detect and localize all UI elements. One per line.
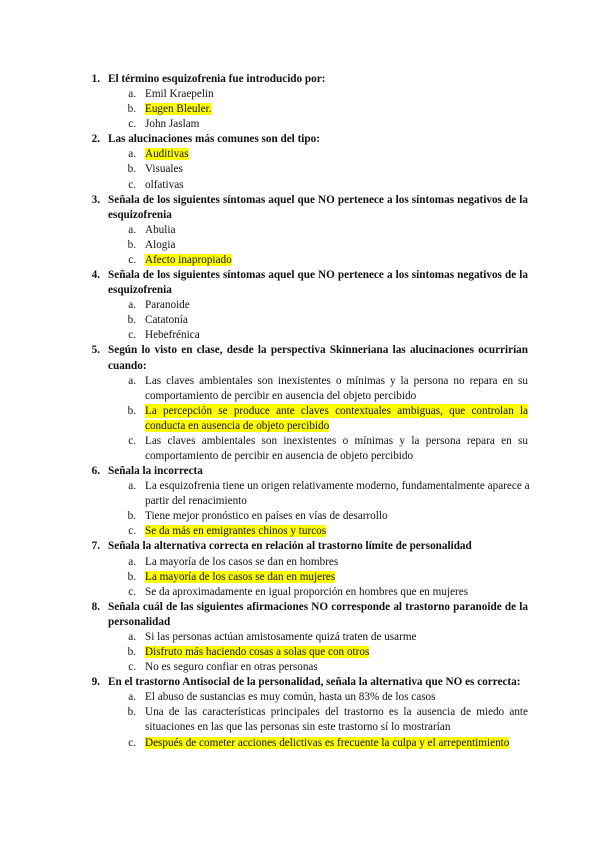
answer-text: La esquizofrenia tiene un origen relativamente moderno, fundamentalmente aparece a	[145, 480, 530, 493]
option-text-line	[145, 87, 214, 101]
question-text-line: Las alucinaciones más comunes son del tipo:	[108, 133, 320, 146]
option-text-line	[145, 645, 369, 659]
answer-text: Si las personas actúan amistosamente quizá traten de usarme	[145, 630, 417, 643]
question-number: 8.	[91, 600, 100, 613]
answer-text: Paranoide	[145, 299, 190, 312]
option-letter: c.	[128, 736, 136, 749]
option-letter: a.	[128, 374, 136, 387]
question-text-line: Señala cuál de las siguientes afirmaciones NO corresponde al trastorno paranoide de la	[108, 600, 528, 613]
question-text-line: cuando:	[108, 359, 147, 372]
question-number: 5.	[91, 344, 100, 357]
answer-text: partir del renacimiento	[145, 495, 247, 508]
question-text-line: Señala de los siguientes síntomas aquel que NO pertenece a los síntomas negativos de la	[108, 269, 528, 282]
option-letter: b.	[127, 163, 136, 176]
option-text-line	[145, 419, 329, 433]
option-letter: a.	[128, 555, 136, 568]
option-text-line	[145, 102, 212, 116]
option-text-line	[145, 404, 528, 418]
option-letter: b.	[127, 404, 136, 417]
highlighted-answer-text: Después de cometer acciones delictivas es frecuente la culpa y el arrepentimiento	[145, 736, 510, 749]
option-text-line	[145, 253, 232, 267]
highlighted-answer-text: conducta en ausencia de objeto percibido	[145, 419, 330, 432]
option-text-line	[145, 147, 189, 161]
option-letter: c.	[128, 525, 136, 538]
question-number: 2.	[91, 133, 100, 146]
question-text-line: esquizofrenia	[108, 284, 172, 297]
option-letter: a.	[128, 88, 136, 101]
option-text-line	[145, 178, 184, 192]
answer-text: olfativas	[145, 178, 184, 191]
option-text-line	[145, 479, 528, 493]
option-text-line	[145, 374, 528, 388]
answer-text: Alogia	[145, 238, 176, 251]
option-letter: c.	[128, 178, 136, 191]
question-text-line: Señala la incorrecta	[108, 465, 203, 478]
option-letter: a.	[128, 480, 136, 493]
answer-text: comportamiento de percibir en ausencia de objeto percibido	[145, 450, 414, 462]
option-text-line	[145, 630, 417, 644]
answer-text: La mayoría de los casos se dan en hombres	[145, 555, 339, 568]
option-letter: b.	[127, 103, 136, 116]
option-letter: c.	[128, 585, 136, 598]
answer-text: Las claves ambientales son inexistentes o mínimas y la persona no repara en su	[145, 374, 528, 387]
option-letter: b.	[127, 510, 136, 523]
option-text-line	[145, 720, 450, 734]
highlighted-answer-text: La mayoría de los casos se dan en mujeres	[145, 570, 336, 583]
question-number: 1.	[91, 73, 100, 85]
option-text-line	[145, 434, 528, 448]
option-letter: a.	[128, 148, 136, 161]
question-number: 9.	[91, 676, 100, 689]
option-letter: c.	[128, 329, 136, 342]
highlighted-answer-text: Se da más en emigrantes chinos y turcos	[145, 525, 327, 538]
answer-text: Las claves ambientales son inexistentes o mínimas y la persona repara en su	[145, 434, 528, 447]
highlighted-answer-text: Afecto inapropiado	[145, 253, 232, 266]
question-text-line: En el trastorno Antisocial de la personalidad, señala la alternativa que NO es correcta:	[108, 676, 521, 689]
answer-text: Tiene mejor pronóstico en países en vías de desarrollo	[145, 510, 388, 523]
highlighted-answer-text: La percepción se produce ante claves contextuales ambiguas, que controlan la	[145, 404, 528, 417]
option-text-line	[145, 736, 509, 750]
question-text-line: Señala la alternativa correcta en relación al trastorno límite de personalidad	[108, 540, 472, 553]
answer-text: No es seguro confiar en otras personas	[145, 661, 318, 674]
option-text-line	[145, 117, 199, 131]
question-text-line: Según lo visto en clase, desde la perspectiva Skinneriana las alucinaciones ocurrirían	[108, 344, 528, 357]
question-text-line: Señala de los siguientes síntomas aquel que NO pertenece a los síntomas negativos de la	[108, 193, 528, 206]
option-letter: c.	[128, 661, 136, 674]
option-letter: b.	[127, 570, 136, 583]
option-letter: b.	[127, 238, 136, 251]
option-letter: b.	[127, 314, 136, 327]
option-text-line	[145, 162, 183, 176]
option-text-line	[145, 449, 413, 463]
question-number: 6.	[91, 465, 100, 478]
option-text-line	[145, 705, 528, 719]
option-text-line	[145, 690, 436, 704]
option-text-line	[145, 494, 247, 508]
option-letter: c.	[128, 253, 136, 266]
option-text-line	[145, 298, 190, 312]
option-text-line	[145, 328, 200, 342]
answer-text: Una de las características principales del trastorno es la ausencia de miedo ante	[145, 706, 528, 719]
option-letter: c.	[128, 118, 136, 131]
option-letter: a.	[128, 630, 136, 643]
option-text-line	[145, 389, 416, 403]
highlighted-answer-text: Disfruto más haciendo cosas a solas que con otros	[145, 646, 370, 659]
option-text-line	[145, 555, 338, 569]
question-number: 3.	[91, 193, 100, 206]
option-text-line	[145, 313, 188, 327]
option-letter: b.	[127, 646, 136, 659]
question-number: 4.	[91, 269, 100, 282]
option-text-line	[145, 570, 335, 584]
answer-text: John Jaslam	[145, 118, 200, 131]
answer-text: El abuso de sustancias es muy común, hasta un 83% de los casos	[145, 691, 436, 704]
highlighted-answer-text: Eugen Bleuler.	[145, 103, 212, 116]
question-number: 7.	[91, 540, 100, 553]
question-text-line: esquizofrenia	[108, 208, 172, 221]
option-letter: a.	[128, 223, 136, 236]
question-text-line: El término esquizofrenia fue introducido por:	[108, 73, 326, 85]
option-text-line	[145, 223, 175, 237]
option-letter: a.	[128, 691, 136, 704]
answer-text: Abulia	[145, 223, 176, 236]
option-letter: b.	[127, 706, 136, 719]
option-text-line	[145, 585, 468, 599]
option-text-line	[145, 509, 388, 523]
answer-text: Hebefrénica	[145, 329, 200, 342]
option-text-line	[145, 660, 318, 674]
answer-text: Emil Kraepelin	[145, 88, 214, 101]
option-text-line	[145, 238, 175, 252]
highlighted-answer-text: Auditivas	[145, 148, 189, 161]
option-letter: c.	[128, 434, 136, 447]
answer-text: situaciones en las que las personas sin este trastorno sí lo mostrarían	[145, 721, 451, 734]
answer-text: Catatonía	[145, 314, 188, 327]
answer-text: comportamiento de percibir en ausencia del objeto percibido	[145, 389, 417, 402]
answer-text: Visuales	[145, 163, 183, 176]
answer-text: Se da aproximadamente en igual proporción en hombres que en mujeres	[145, 585, 469, 598]
option-letter: a.	[128, 299, 136, 312]
question-text-line: personalidad	[108, 615, 171, 628]
option-text-line	[145, 524, 326, 538]
